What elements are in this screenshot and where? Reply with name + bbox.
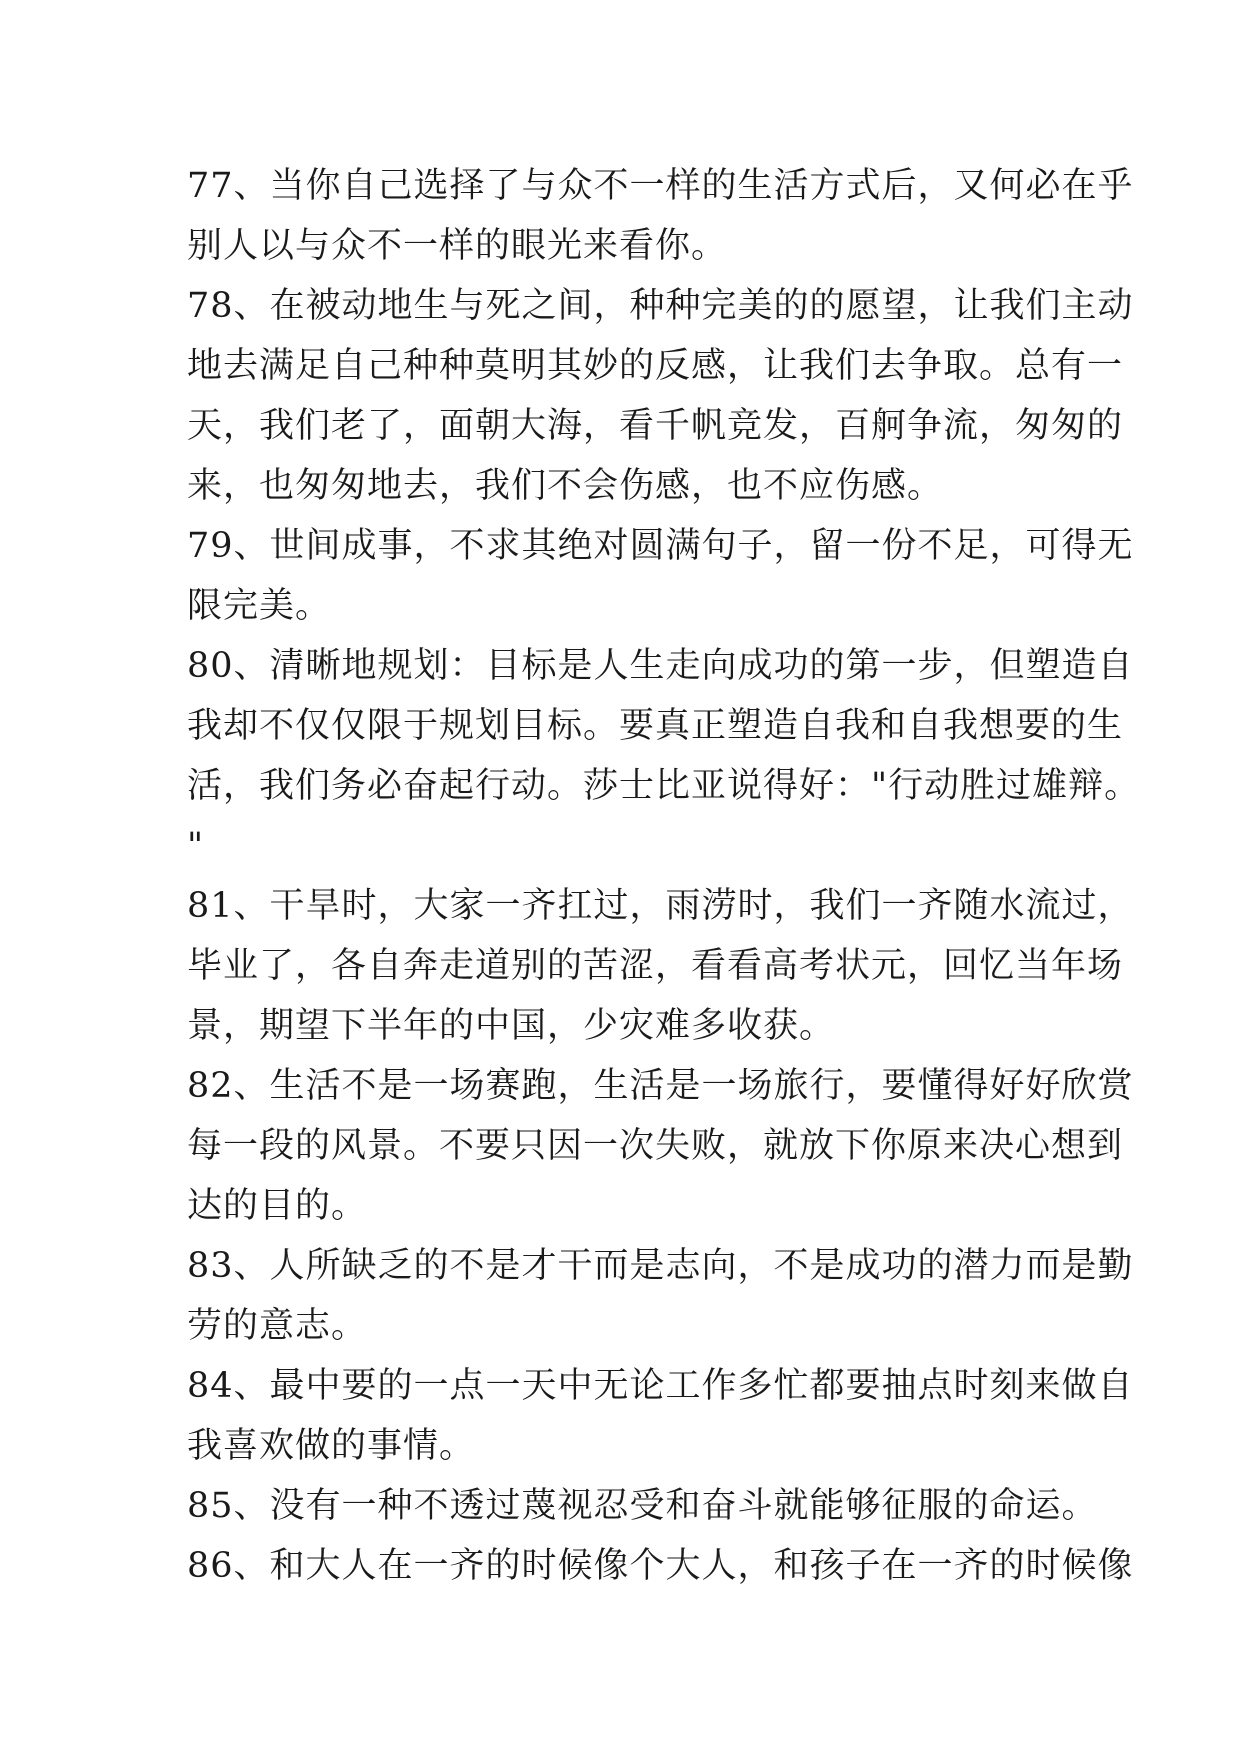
text-line: 80、清晰地规划：目标是人生走向成功的第一步，但塑造自 <box>187 646 1134 686</box>
document-body <box>187 156 1141 1596</box>
text-line: 84、最中要的一点一天中无论工作多忙都要抽点时刻来做自 <box>187 1366 1134 1406</box>
text-line: 劳的意志。 <box>187 1306 368 1346</box>
text-line: 景，期望下半年的中国，少灾难多收获。 <box>187 1006 836 1046</box>
text-line: 天，我们老了，面朝大海，看千帆竞发，百舸争流，匆匆的 <box>187 406 1124 446</box>
text-line: 79、世间成事，不求其绝对圆满句子，留一份不足，可得无 <box>187 526 1134 566</box>
text-line: 我却不仅仅限于规划目标。要真正塑造自我和自我想要的生 <box>187 706 1124 746</box>
text-line: 85、没有一种不透过蔑视忍受和奋斗就能够征服的命运。 <box>187 1486 1098 1526</box>
text-line: 78、在被动地生与死之间，种种完美的的愿望，让我们主动 <box>187 286 1134 326</box>
text-line: 来，也匆匆地去，我们不会伤感，也不应伤感。 <box>187 466 944 506</box>
text-line: 达的目的。 <box>187 1186 368 1226</box>
text-line: 限完美。 <box>187 586 332 626</box>
text-line: 地去满足自己种种莫明其妙的反感，让我们去争取。总有一 <box>187 346 1124 386</box>
text-line: 每一段的风景。不要只因一次失败，就放下你原来决心想到 <box>187 1126 1124 1166</box>
text-line: 77、当你自己选择了与众不一样的生活方式后，又何必在乎 <box>187 166 1134 206</box>
text-line: 81、干旱时，大家一齐扛过，雨涝时，我们一齐随水流过， <box>187 886 1134 926</box>
text-line: 我喜欢做的事情。 <box>187 1426 476 1466</box>
text-line: 别人以与众不一样的眼光来看你。 <box>187 226 728 266</box>
text-line: 活，我们务必奋起行动。莎士比亚说得好："行动胜过雄辩。 <box>187 766 1141 806</box>
text-line: 毕业了，各自奔走道别的苦涩，看看高考状元，回忆当年场 <box>187 946 1124 986</box>
text-line: 83、人所缺乏的不是才干而是志向，不是成功的潜力而是勤 <box>187 1246 1134 1286</box>
text-line: 86、和大人在一齐的时候像个大人，和孩子在一齐的时候像 <box>187 1546 1134 1586</box>
text-line: 82、生活不是一场赛跑，生活是一场旅行，要懂得好好欣赏 <box>187 1066 1134 1106</box>
text-line: " <box>187 826 205 866</box>
